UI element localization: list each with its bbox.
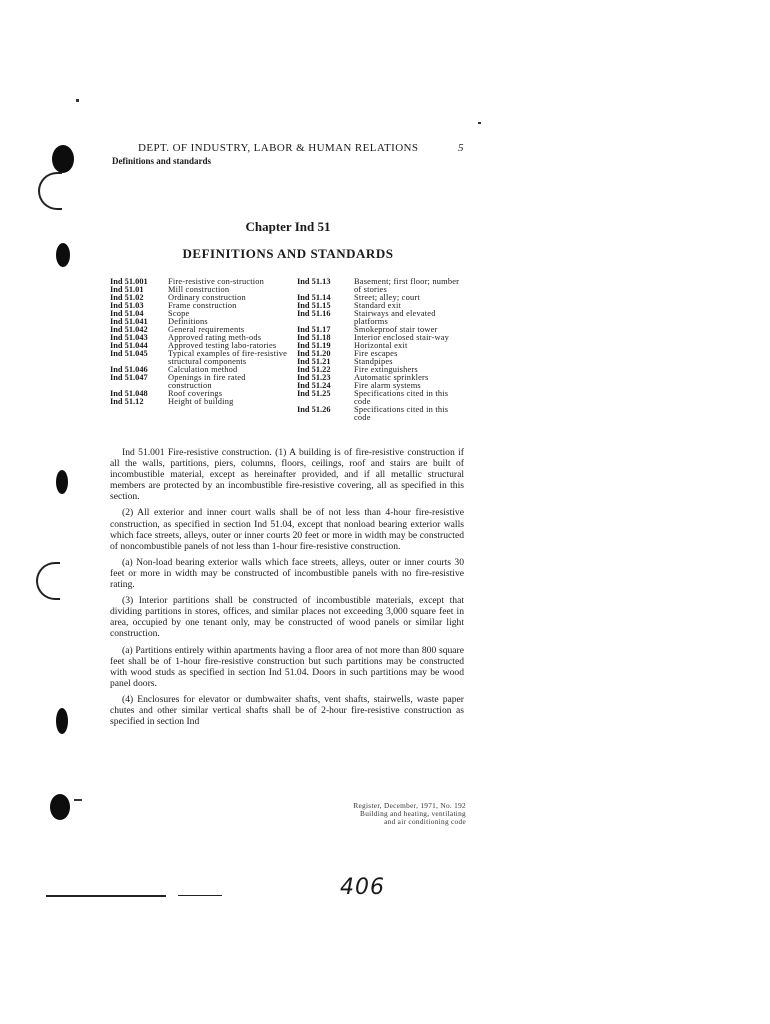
- toc-section-title: Smokeproof stair tower: [354, 325, 438, 334]
- handwritten-page-number: 406: [340, 875, 385, 900]
- running-head: [138, 142, 468, 154]
- toc-section-title: Ordinary construction: [168, 293, 246, 302]
- toc-entry: [297, 390, 467, 406]
- toc-section-number: Ind 51.14: [297, 293, 331, 302]
- toc-section-number: Ind 51.18: [297, 333, 331, 342]
- binder-hole-middle: [56, 470, 68, 494]
- toc-section-title: Scope: [168, 309, 190, 318]
- scan-speck: [76, 99, 79, 102]
- binder-hole-bottom: [50, 794, 70, 820]
- chapter-heading: Chapter Ind 51: [245, 219, 331, 234]
- toc-section-title: Fire extinguishers: [354, 365, 418, 374]
- toc-section-number: Ind 51.046: [110, 365, 148, 374]
- toc-section-title: Fire escapes: [354, 349, 398, 358]
- paragraph: (2) All exterior and inner court walls shall be of not less than 4-hour fire-resistive construction, as specified in section Ind 51.04, except that nonload bearing exterior walls which face streets, alleys, outer or inner courts 20 feet or more in width may be constructed of noncombustible panels of not less than 1-hour fire-resistive construction.: [110, 507, 464, 552]
- toc-entry: [110, 398, 290, 406]
- toc-entry: [297, 310, 467, 326]
- toc-entry: [297, 406, 467, 422]
- chapter-title: DEFINITIONS AND STANDARDS: [182, 246, 394, 261]
- bottom-rule: [46, 895, 166, 897]
- toc-section-number: Ind 51.001: [110, 277, 148, 286]
- binder-hole-outline-middle: [36, 562, 60, 600]
- binder-hole-top: [52, 145, 74, 173]
- paragraph: (a) Non-load bearing exterior walls which face streets, alleys, outer or inner courts 30 feet or more in width may be constructed of incombustible panels with no fire-resistive rating.: [110, 556, 464, 591]
- toc-section-number: Ind 51.043: [110, 333, 148, 342]
- toc-section-title: Height of building: [168, 397, 234, 406]
- body-text: [110, 447, 464, 732]
- running-head-text: DEPT. OF INDUSTRY, LABOR & HUMAN RELATIONS: [138, 142, 419, 154]
- toc-section-title: General requirements: [168, 325, 245, 334]
- toc-section-number: Ind 51.045: [110, 349, 148, 358]
- toc-section-number: Ind 51.16: [297, 309, 331, 318]
- paragraph: (a) Partitions entirely within apartments having a floor area of not more than 800 square feet shall be of 1-hour fire-resistive construction but such partitions may be constructed with wood studs as specified in section Ind 51.04. Doors in such partitions may be wood panel doors.: [110, 644, 464, 689]
- toc-section-title: Standard exit: [354, 301, 402, 310]
- toc-section-title: Approved rating meth-ods: [168, 333, 262, 342]
- toc-section-number: Ind 51.20: [297, 349, 331, 358]
- toc-section-number: Ind 51.04: [110, 309, 144, 318]
- toc-section-number: Ind 51.21: [297, 357, 331, 366]
- toc-section-number: Ind 51.12: [110, 397, 144, 406]
- toc-section-number: Ind 51.044: [110, 341, 148, 350]
- toc-section-title: Specifications cited in this code: [354, 389, 449, 406]
- toc-section-number: Ind 51.03: [110, 301, 144, 310]
- toc-section-title: Typical examples of fire-resistive structural components: [168, 349, 287, 366]
- toc-entry: [110, 374, 290, 390]
- toc-section-title: Definitions: [168, 317, 208, 326]
- toc-section-title: Stairways and elevated platforms: [354, 309, 436, 326]
- binder-hole-upper: [56, 243, 70, 267]
- toc-section-title: Roof coverings: [168, 389, 223, 398]
- section-subhead: Definitions and standards: [112, 156, 212, 166]
- register-line: and air conditioning code: [384, 817, 466, 826]
- toc-section-number: Ind 51.23: [297, 373, 331, 382]
- toc-entry: [110, 350, 290, 366]
- toc-section-title: Automatic sprinklers: [354, 373, 429, 382]
- toc-column-right: [297, 278, 467, 422]
- binder-hole-outline-top: [38, 172, 62, 210]
- toc-section-title: Fire alarm systems: [354, 381, 421, 390]
- toc-section-number: Ind 51.13: [297, 277, 331, 286]
- toc-section-number: Ind 51.01: [110, 285, 144, 294]
- toc-section-title: Approved testing labo-ratories: [168, 341, 277, 350]
- toc-column-left: [110, 278, 290, 406]
- toc-section-title: Calculation method: [168, 365, 238, 374]
- toc-section-title: Standpipes: [354, 357, 393, 366]
- toc-section-title: Street; alley; court: [354, 293, 420, 302]
- register-line: Building and heating, ventilating: [360, 809, 466, 818]
- register-footer: [290, 802, 466, 826]
- toc-section-number: Ind 51.047: [110, 373, 148, 382]
- register-line: Register, December, 1971, No. 192: [353, 801, 466, 810]
- toc-section-title: Interior enclosed stair-way: [354, 333, 449, 342]
- paragraph: Ind 51.001 Fire-resistive construction. (1) A building is of fire-resistive construction if all the walls, partitions, piers, columns, floors, ceilings, roof and stairs are built of incombustible material, except as hereinafter provided, and if all metallic structural members are protected by an incombustible fire-resistive covering, all as specified in this section.: [110, 447, 464, 503]
- toc-section-number: Ind 51.24: [297, 381, 331, 390]
- binder-hole-lower: [56, 708, 68, 734]
- toc-section-number: Ind 51.02: [110, 293, 144, 302]
- toc-section-number: Ind 51.042: [110, 325, 148, 334]
- paragraph: (4) Enclosures for elevator or dumbwaiter shafts, vent shafts, stairwells, waste paper chutes and other similar vertical shafts shall be of 2-hour fire-resistive construction as specified in section Ind: [110, 693, 464, 728]
- bottom-rule-short: [178, 895, 222, 896]
- toc-section-number: Ind 51.26: [297, 405, 331, 414]
- toc-section-number: Ind 51.15: [297, 301, 331, 310]
- toc-section-number: Ind 51.19: [297, 341, 331, 350]
- toc-section-title: Mill construction: [168, 285, 230, 294]
- paragraph: (3) Interior partitions shall be constructed of incombustible materials, except that dividing partitions in stores, offices, and similar places not exceeding 3,000 square feet in area, occupied by one tenant only, may be constructed of wood panels or similar light construction.: [110, 595, 464, 640]
- scan-speck: [74, 799, 82, 801]
- toc-section-title: Openings in fire rated construction: [168, 373, 246, 390]
- toc-section-title: Horizontal exit: [354, 341, 408, 350]
- toc-section-title: Specifications cited in this code: [354, 405, 449, 422]
- printed-page-number: 5: [458, 142, 464, 154]
- toc-section-number: Ind 51.041: [110, 317, 148, 326]
- toc-section-title: Fire-resistive con-struction: [168, 277, 265, 286]
- scan-speck: [478, 122, 481, 124]
- toc-entry: [297, 278, 467, 294]
- toc-section-title: Basement; first floor; number of stories: [354, 277, 460, 294]
- toc-section-title: Frame construction: [168, 301, 237, 310]
- toc-section-number: Ind 51.048: [110, 389, 148, 398]
- toc-section-number: Ind 51.17: [297, 325, 331, 334]
- toc-section-number: Ind 51.22: [297, 365, 331, 374]
- toc-section-number: Ind 51.25: [297, 389, 331, 398]
